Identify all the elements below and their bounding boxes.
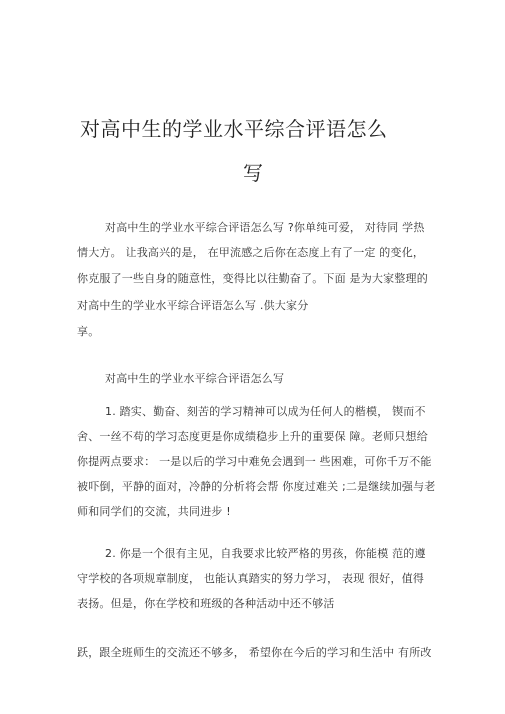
- section-subheading: 对高中生的学业水平综合评语怎么写: [105, 372, 285, 385]
- document-title-line-2: 写: [243, 161, 263, 185]
- item-line: 表扬。但是，你在学校和班级的各种活动中还不够活: [77, 597, 335, 610]
- item-line: 被吓倒，平静的面对，冷静的分析将会帮 你度过难关 ;二是继续加强与老: [77, 480, 436, 493]
- document-title-line-1: 对高中生的学业水平综合评语怎么: [80, 117, 388, 141]
- item-line: 2. 你是一个很有主见，自我要求比较严格的男孩，你能模 范的遵: [105, 547, 426, 560]
- item-line: 守学校的各项规章制度， 也能认真踏实的努力学习， 表现 很好，值得: [77, 572, 425, 585]
- intro-line: 享。: [77, 325, 100, 338]
- intro-line: 对高中生的学业水平综合评语怎么写 ?你单纯可爱， 对待同 学热: [105, 221, 425, 234]
- item-line: 师和同学们的交流，共同进步 !: [77, 505, 231, 518]
- item-line: 你提两点要求： 一是以后的学习中难免会遇到一 些困难，可你千万不能: [77, 455, 432, 468]
- item-line: 1. 踏实、勤奋、刻苦的学习精神可以成为任何人的楷模， 锲而不: [105, 405, 426, 418]
- intro-line: 情大方。 让我高兴的是， 在甲流感之后你在态度上有了一定 的变化，: [77, 246, 425, 259]
- intro-line: 对高中生的学业水平综合评语怎么写 .供大家分: [77, 299, 309, 312]
- continuation-line: 跃，跟全班师生的交流还不够多， 希望你在今后的学习和生活中 有所改: [77, 646, 432, 659]
- intro-line: 你克服了一些自身的随意性，变得比以往勤奋了。下面 是为大家整理的: [77, 272, 428, 285]
- item-line: 舍、一丝不苟的学习态度更是你成绩稳步上升的重要保 障。老师只想给: [77, 430, 428, 443]
